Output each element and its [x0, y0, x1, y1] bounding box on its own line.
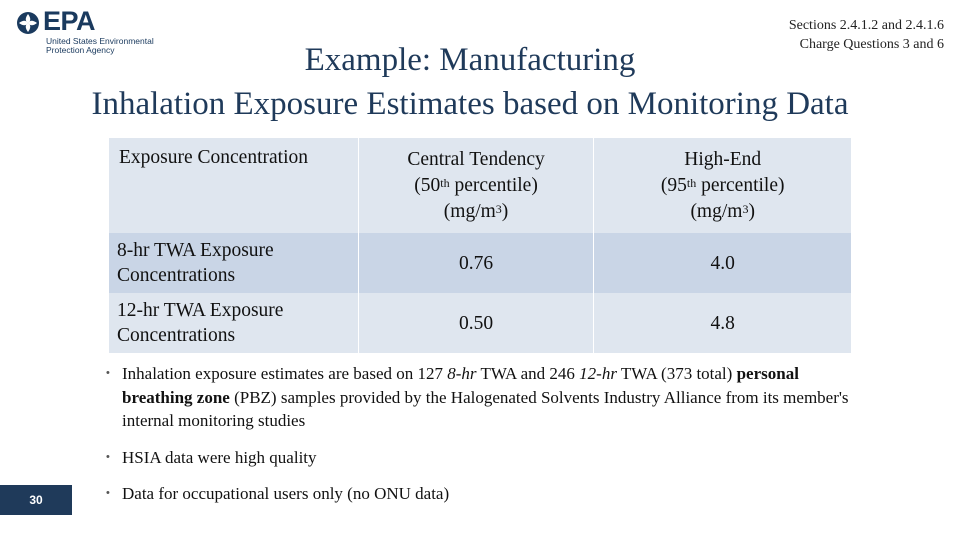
sections-line: Sections 2.4.1.2 and 2.4.1.6	[788, 18, 944, 33]
row-label-line2: Concentrations	[117, 325, 236, 346]
col-header-exposure: Exposure Concentration	[109, 138, 359, 233]
central-unit-pre: (mg/m	[443, 200, 496, 222]
high-unit-post: )	[748, 200, 755, 222]
table-header-row	[109, 138, 852, 233]
bullet-bold: personal breathing zone	[122, 364, 799, 407]
table-row	[109, 233, 852, 293]
row-label	[109, 233, 359, 293]
agency-name: United States Environmental Protection Agency	[46, 36, 154, 55]
bullet-italic: 12-hr	[579, 364, 617, 383]
row-label-line1: 12-hr TWA Exposure	[117, 300, 284, 321]
bullet-list	[104, 362, 864, 519]
central-header-line1: Central Tendency	[407, 148, 545, 170]
bullet-text: (PBZ) samples provided by the Halogenated Solvents Industry Alliance from its member's internal monitoring studies	[122, 387, 849, 430]
central-tendency-value: 0.50	[358, 293, 594, 353]
high-header-post: percentile)	[696, 174, 785, 196]
col-header-high-end	[594, 138, 852, 233]
central-header-post: percentile)	[449, 174, 538, 196]
high-header-line1: High-End	[684, 148, 762, 170]
bullet-text: TWA (373 total)	[616, 364, 737, 383]
slide-title	[0, 38, 940, 126]
central-unit-sup: 3	[495, 201, 502, 216]
title-line-1: Example: Manufacturing	[304, 42, 636, 78]
central-tendency-value: 0.76	[358, 233, 594, 293]
high-header-sup: th	[686, 175, 697, 190]
col-header-central-tendency	[358, 138, 594, 233]
central-unit-post: )	[501, 200, 509, 222]
bullet-text: Inhalation exposure estimates are based on 127	[122, 364, 448, 383]
title-line-2: Inhalation Exposure Estimates based on Monitoring Data	[91, 86, 849, 122]
bullet-item: • Data for occupational users only (no ONU data)	[104, 482, 864, 506]
central-header-sup: th	[440, 175, 450, 190]
bullet-item: • HSIA data were high quality	[104, 446, 864, 470]
high-end-value: 4.0	[594, 233, 852, 293]
epa-logo-text: EPA	[43, 6, 96, 36]
row-label-line1: 8-hr TWA Exposure	[117, 240, 274, 261]
epa-flower-icon	[16, 11, 40, 35]
page-number: 30	[0, 485, 72, 515]
bullet-item	[104, 362, 864, 433]
exposure-table	[108, 138, 852, 353]
charge-questions-line: Charge Questions 3 and 6	[799, 37, 944, 52]
bullet-italic: 8-hr	[447, 364, 477, 383]
row-label	[109, 293, 359, 353]
high-unit-pre: (mg/m	[690, 200, 743, 222]
high-unit-sup: 3	[742, 201, 749, 216]
row-label-line2: Concentrations	[117, 265, 236, 286]
table-row	[109, 293, 852, 353]
high-header-pre: (95	[660, 174, 687, 196]
bullet-text: TWA and 246	[476, 364, 580, 383]
central-header-pre: (50	[414, 174, 441, 196]
high-end-value: 4.8	[594, 293, 852, 353]
